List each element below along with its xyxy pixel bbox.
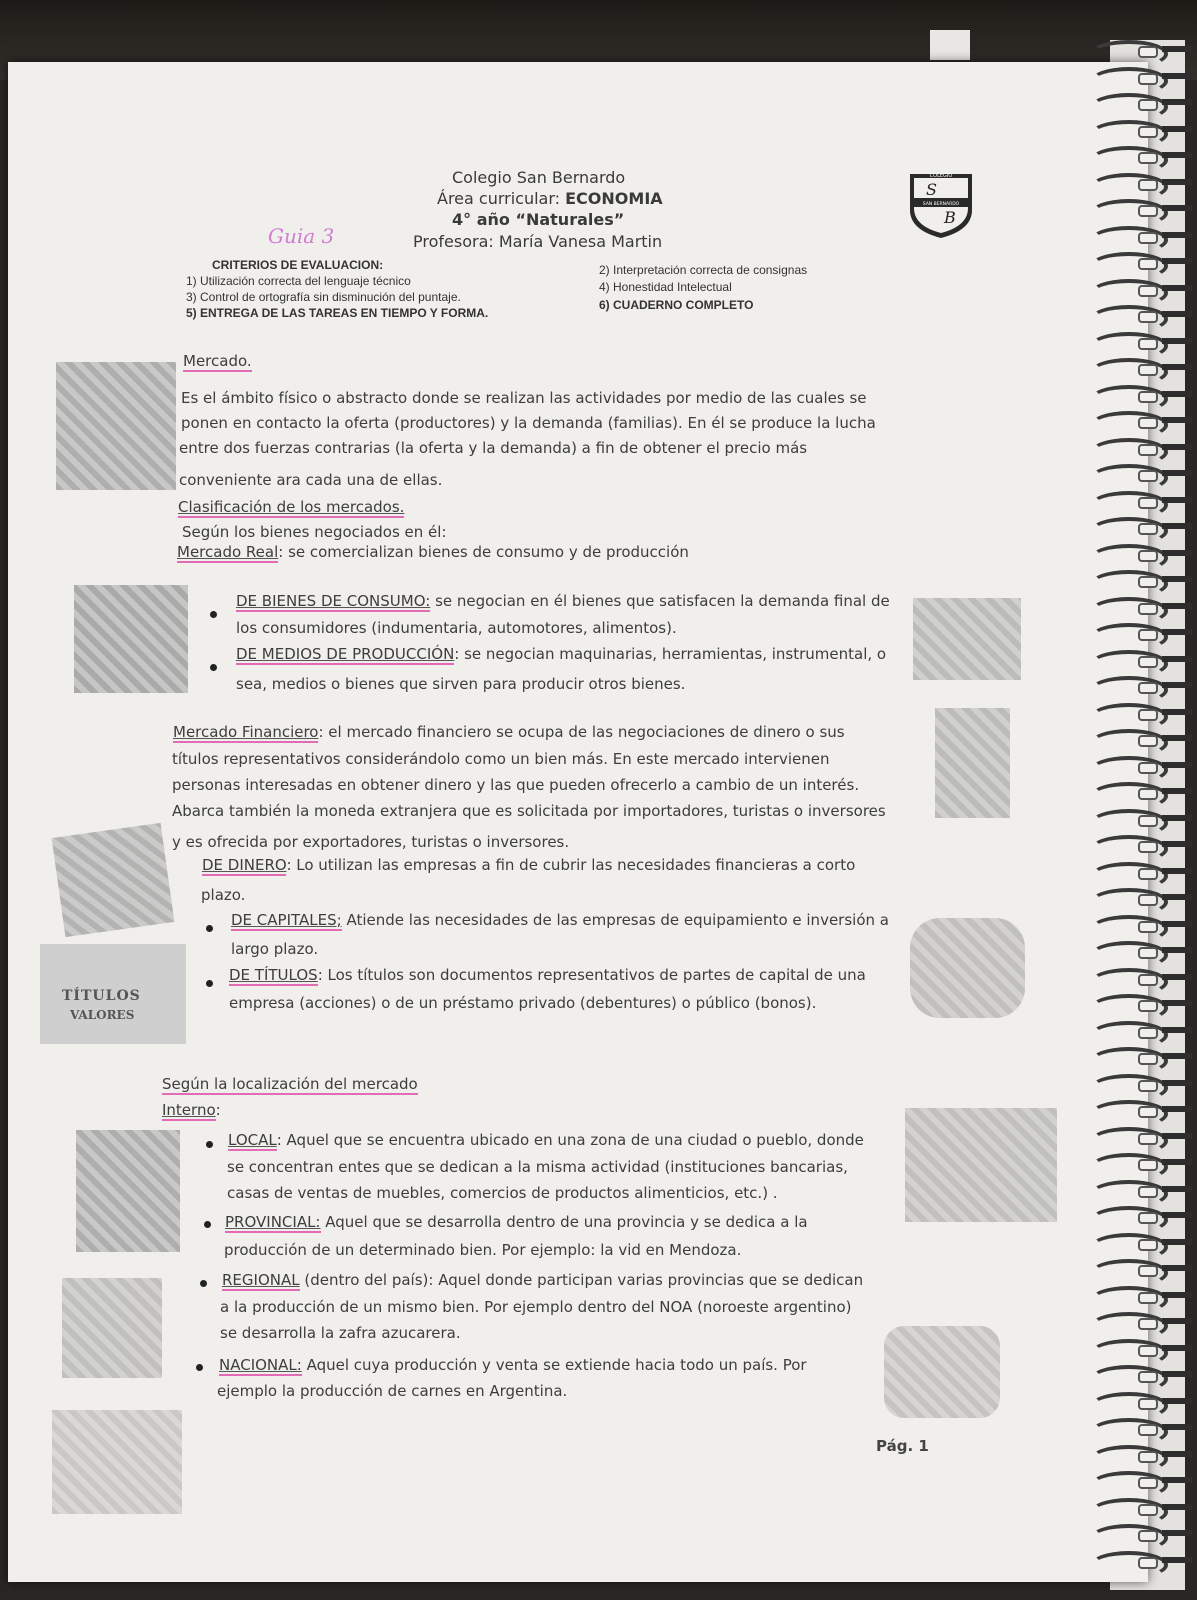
spiral-coil xyxy=(1080,1365,1190,1387)
city-image xyxy=(76,1130,180,1252)
spiral-coil xyxy=(1080,199,1190,221)
spiral-coil xyxy=(1080,438,1190,460)
local-line2: se concentran entes que se dedican a la misma actividad (instituciones bancarias, xyxy=(227,1158,848,1176)
spiral-coil xyxy=(1080,809,1190,831)
notebook-tab xyxy=(930,30,970,60)
money-image xyxy=(935,708,1010,818)
regional-label: REGIONAL xyxy=(222,1271,300,1289)
criteria-item: 5) ENTREGA DE LAS TAREAS EN TIEMPO Y FORMA. xyxy=(186,306,489,320)
interno-colon: : xyxy=(215,1101,221,1119)
clasificacion-subtitle: Según los bienes negociados en él: xyxy=(182,523,447,541)
financiero-line xyxy=(173,723,845,741)
financiero-line: títulos representativos considerándolo como un bien más. En este mercado intervienen xyxy=(172,750,830,768)
mercado-real-line xyxy=(177,543,689,561)
consumo-line xyxy=(236,592,890,610)
bullet xyxy=(204,1221,211,1228)
mercado-line: ponen en contacto la oferta (productores) y la demanda (familias). En él se produce la lucha xyxy=(181,414,876,432)
provincial-text: Aquel que se desarrolla dentro de una provincia y se dedica a la xyxy=(320,1213,808,1231)
provincial-line2: producción de un determinado bien. Por ejemplo: la vid en Mendoza. xyxy=(224,1241,742,1259)
titulos-image-text: TÍTULOS xyxy=(62,988,141,1004)
spiral-coil xyxy=(1080,1551,1190,1573)
regional-line xyxy=(222,1271,863,1289)
valores-image-text: VALORES xyxy=(70,1008,135,1022)
titulos-line xyxy=(229,966,866,984)
spiral-coil xyxy=(1080,1392,1190,1414)
dinero-line2: plazo. xyxy=(201,886,246,904)
school-logo xyxy=(906,170,976,240)
spiral-coil xyxy=(1080,1524,1190,1546)
spiral-coil xyxy=(1080,1153,1190,1175)
spiral-coil xyxy=(1080,1259,1190,1281)
spiral-coil xyxy=(1080,1021,1190,1043)
bullet xyxy=(210,664,217,671)
school-name: Colegio San Bernardo xyxy=(452,168,626,187)
spiral-coil xyxy=(1080,1206,1190,1228)
criteria-item: 6) CUADERNO COMPLETO xyxy=(599,298,754,312)
spiral-coil xyxy=(1080,358,1190,380)
spiral-coil xyxy=(1080,1339,1190,1361)
spiral-coil xyxy=(1080,623,1190,645)
spiral-coil xyxy=(1080,40,1190,62)
titulos-valores-image xyxy=(40,944,186,1044)
logo-band-text: SAN BERNARDO xyxy=(922,202,960,207)
spiral-coil xyxy=(1080,968,1190,990)
logo-top-text: COLEGIO xyxy=(929,173,953,179)
spiral-coil xyxy=(1080,1100,1190,1122)
spiral-coil xyxy=(1080,464,1190,486)
spiral-coil xyxy=(1080,1498,1190,1520)
capitales-text: Atiende las necesidades de las empresas de equipamiento e inversión a xyxy=(341,911,889,929)
spiral-coil xyxy=(1080,67,1190,89)
spiral-coil xyxy=(1080,1286,1190,1308)
mercado-real-label: Mercado Real xyxy=(177,543,279,561)
spiral-coil xyxy=(1080,729,1190,751)
mercado-line: Es el ámbito físico o abstracto donde se realizan las actividades por medio de las cuales se xyxy=(181,389,867,407)
nacional-text: Aquel cuya producción y venta se extiende hacia todo un país. Por xyxy=(301,1356,807,1374)
mercado-line: entre dos fuerzas contrarias (la oferta y la demanda) a fin de obtener el precio más xyxy=(179,439,808,457)
spiral-coil xyxy=(1080,994,1190,1016)
financiero-line: y es ofrecida por exportadores, turistas o inversores. xyxy=(172,833,570,851)
bullet xyxy=(206,1141,213,1148)
spiral-coil xyxy=(1080,756,1190,778)
decorative-image xyxy=(52,1410,182,1514)
financiero-line: personas interesadas en obtener dinero y las que pueden ofrecerlo a cambio de un interés. xyxy=(172,776,860,794)
spiral-coil xyxy=(1080,491,1190,513)
bullet xyxy=(210,611,217,618)
financiero-line: Abarca también la moneda extranjera que es solicitada por importadores, turistas o inversores xyxy=(172,802,886,820)
spiral-coil xyxy=(1080,1127,1190,1149)
clasificacion-title: Clasificación de los mercados. xyxy=(178,498,405,516)
spiral-coil xyxy=(1080,570,1190,592)
criteria-title: CRITERIOS DE EVALUACION: xyxy=(212,258,384,272)
produccion-text: : se negocian maquinarias, herramientas, instrumental, o xyxy=(454,645,887,663)
dinero-text: : Lo utilizan las empresas a fin de cubrir las necesidades financieras a corto xyxy=(286,856,856,874)
spiral-coil xyxy=(1080,650,1190,672)
bullet xyxy=(200,1280,207,1287)
nacional-label: NACIONAL: xyxy=(219,1356,302,1374)
dinero-label: DE DINERO xyxy=(202,856,287,874)
spiral-coil xyxy=(1080,226,1190,248)
spiral-coil xyxy=(1080,332,1190,354)
spiral-coil xyxy=(1080,835,1190,857)
bullet xyxy=(196,1364,203,1371)
spiral-coil xyxy=(1080,676,1190,698)
local-label: LOCAL xyxy=(228,1131,277,1149)
produccion-label: DE MEDIOS DE PRODUCCIÓN xyxy=(236,645,455,663)
spiral-coil xyxy=(1080,941,1190,963)
investors-image xyxy=(910,918,1025,1018)
financiero-label: Mercado Financiero xyxy=(173,723,319,741)
consumo-label: DE BIENES DE CONSUMO: xyxy=(236,592,431,610)
interno-line xyxy=(162,1101,221,1119)
mercado-line: conveniente ara cada una de ellas. xyxy=(179,471,443,489)
spiral-coil xyxy=(1080,252,1190,274)
spiral-coil xyxy=(1080,385,1190,407)
spiral-coil xyxy=(1080,888,1190,910)
capitales-label: DE CAPITALES; xyxy=(231,911,342,929)
provincial-label: PROVINCIAL: xyxy=(225,1213,321,1231)
vineyard-image xyxy=(905,1108,1057,1222)
titulos-label: DE TÍTULOS xyxy=(229,966,318,984)
financiero-text: : el mercado financiero se ocupa de las negociaciones de dinero o sus xyxy=(318,723,845,741)
consumo-line2: los consumidores (indumentaria, automotores, alimentos). xyxy=(236,619,677,637)
nacional-line xyxy=(219,1356,807,1374)
nacional-line2: ejemplo la producción de carnes en Argentina. xyxy=(217,1382,568,1400)
curricular-area xyxy=(437,189,663,208)
logo-letter-b: B xyxy=(944,208,956,227)
regional-image xyxy=(62,1278,162,1378)
area-prefix: Área curricular: xyxy=(437,189,566,208)
spiral-coil xyxy=(1080,1233,1190,1255)
handwritten-note: Guia 3 xyxy=(268,224,335,248)
spiral-coil xyxy=(1080,93,1190,115)
area-subject: ECONOMIA xyxy=(565,189,663,208)
spiral-coil xyxy=(1080,597,1190,619)
machinery-image xyxy=(913,598,1021,680)
provincial-line xyxy=(225,1213,808,1231)
spiral-coil xyxy=(1080,703,1190,725)
dinero-line xyxy=(202,856,855,874)
teacher-name: Profesora: María Vanesa Martin xyxy=(413,232,663,251)
spiral-coil xyxy=(1080,1074,1190,1096)
criteria-item: 2) Interpretación correcta de consignas xyxy=(599,263,808,277)
regional-line3: se desarrolla la zafra azucarera. xyxy=(220,1324,461,1342)
titulos-line2: empresa (acciones) o de un préstamo privado (debentures) o público (bonos). xyxy=(229,994,817,1012)
spiral-coil xyxy=(1080,279,1190,301)
criteria-item: 4) Honestidad Intelectual xyxy=(599,280,732,294)
regional-line2: a la producción de un mismo bien. Por ejemplo dentro del NOA (noroeste argentino) xyxy=(220,1298,852,1316)
spiral-coil xyxy=(1080,120,1190,142)
spiral-coil xyxy=(1080,517,1190,539)
consumo-text: se negocian en él bienes que satisfacen la demanda final de xyxy=(430,592,890,610)
spiral-coil xyxy=(1080,1047,1190,1069)
spiral-coil xyxy=(1080,544,1190,566)
mercado-title: Mercado. xyxy=(183,352,252,370)
produccion-line2: sea, medios o bienes que sirven para producir otros bienes. xyxy=(236,675,686,693)
spiral-coil xyxy=(1080,1180,1190,1202)
criteria-item: 1) Utilización correcta del lenguaje técnico xyxy=(186,274,411,288)
spiral-coil xyxy=(1080,862,1190,884)
localizacion-title: Según la localización del mercado xyxy=(162,1075,418,1093)
interno-label: Interno xyxy=(162,1101,216,1119)
local-line xyxy=(228,1131,864,1149)
spiral-coil xyxy=(1080,782,1190,804)
spiral-coil xyxy=(1080,411,1190,433)
bullet xyxy=(206,980,213,987)
page-number: Pág. 1 xyxy=(876,1437,929,1455)
clothing-store-image xyxy=(74,585,188,693)
local-text: : Aquel que se encuentra ubicado en una zona de una ciudad o pueblo, donde xyxy=(276,1131,864,1149)
spiral-coil xyxy=(1080,305,1190,327)
spiral-coil xyxy=(1080,915,1190,937)
logo-letter-s: S xyxy=(926,180,937,199)
spiral-coil xyxy=(1080,173,1190,195)
capitales-line2: largo plazo. xyxy=(231,940,319,958)
spiral-coil xyxy=(1080,146,1190,168)
meat-image xyxy=(884,1326,1000,1418)
capitales-line xyxy=(231,911,889,929)
regional-text: (dentro del país): Aquel donde participan varias provincias que se dedican xyxy=(299,1271,864,1289)
spiral-coil xyxy=(1080,1445,1190,1467)
spiral-binding xyxy=(1080,40,1197,1580)
spiral-coil xyxy=(1080,1471,1190,1493)
hand-money-image xyxy=(52,823,175,937)
market-image xyxy=(56,362,176,490)
produccion-line xyxy=(236,645,886,663)
local-line3: casas de ventas de muebles, comercios de productos alimenticios, etc.) . xyxy=(227,1184,778,1202)
bullet xyxy=(206,925,213,932)
course-year: 4° año “Naturales” xyxy=(452,210,625,229)
spiral-coil xyxy=(1080,1418,1190,1440)
titulos-text: : Los títulos son documentos representativos de partes de capital de una xyxy=(317,966,866,984)
criteria-item: 3) Control de ortografía sin disminución del puntaje. xyxy=(186,290,461,304)
mercado-real-text: : se comercializan bienes de consumo y de producción xyxy=(278,543,689,561)
spiral-coil xyxy=(1080,1312,1190,1334)
